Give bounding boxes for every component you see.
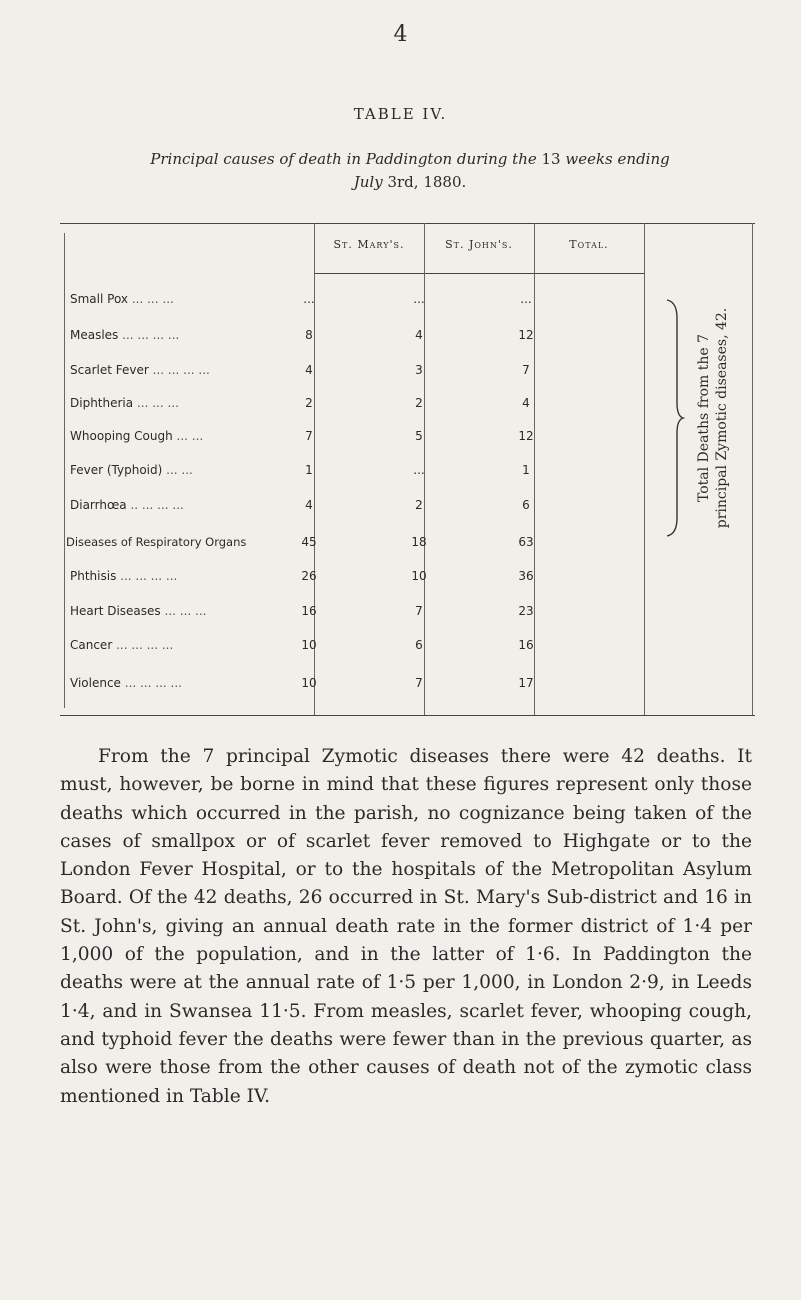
cell-st-johns: 4 (415, 328, 423, 342)
caption-text-2: weeks ending (560, 150, 670, 168)
cell-total: 23 (518, 604, 534, 618)
cell-st-johns: 5 (415, 429, 423, 443)
row-label: Heart Diseases ... ... ... (70, 604, 207, 618)
col-header-st-marys: St. Mary's. (333, 238, 405, 251)
row-label: Violence ... ... ... ... (70, 676, 182, 690)
cell-st-marys: 10 (301, 638, 317, 652)
cell-st-johns: 10 (411, 569, 427, 583)
table-row (60, 498, 660, 518)
table-title: TABLE IV. (353, 105, 448, 123)
zymotic-total-note (680, 283, 746, 553)
cell-st-marys: 8 (305, 328, 313, 342)
table-top-rule (60, 223, 755, 224)
row-label: Diarrhœa .. ... ... ... (70, 498, 184, 512)
caption-month: July (353, 173, 388, 191)
row-label: Diphtheria ... ... ... (70, 396, 179, 410)
row-label: Cancer ... ... ... ... (70, 638, 174, 652)
table-row (60, 429, 660, 449)
row-label: Fever (Typhoid) ... ... (70, 463, 193, 477)
table-row (60, 569, 660, 589)
cell-total: 1 (522, 463, 530, 477)
cell-st-johns: ... (413, 463, 425, 477)
mortality-table (60, 223, 755, 715)
cell-st-marys: 2 (305, 396, 313, 410)
cell-total: 4 (522, 396, 530, 410)
cell-st-johns: 2 (415, 498, 423, 512)
cell-st-johns: 18 (411, 535, 427, 549)
cell-st-johns: 2 (415, 396, 423, 410)
caption-weeks: 13 (541, 150, 561, 168)
table-row (60, 463, 660, 483)
table-row (60, 292, 660, 312)
row-label: Phthisis ... ... ... ... (70, 569, 178, 583)
cell-st-marys: 16 (301, 604, 317, 618)
note-line-2: principal Zymotic diseases, 42. (714, 307, 730, 529)
row-label: Whooping Cough ... ... (70, 429, 204, 443)
caption-day: 3rd (387, 173, 414, 191)
cell-total: ... (520, 292, 532, 306)
cell-total: 6 (522, 498, 530, 512)
row-label: Diseases of Respiratory Organs (66, 535, 247, 549)
page-number: 4 (393, 22, 408, 47)
cell-st-marys: 10 (301, 676, 317, 690)
caption-line-2 (110, 171, 710, 194)
row-label: Scarlet Fever ... ... ... ... (70, 363, 210, 377)
cell-total: 36 (518, 569, 534, 583)
note-line-1: Total Deaths from the 7 (696, 333, 712, 503)
cell-st-marys: 4 (305, 498, 313, 512)
table-row (60, 363, 660, 383)
cell-st-marys: 45 (301, 535, 317, 549)
cell-total: 7 (522, 363, 530, 377)
table-row (60, 396, 660, 416)
cell-st-johns: 7 (415, 676, 423, 690)
table-row (60, 604, 660, 624)
caption-line-1 (110, 148, 710, 171)
table-row (60, 676, 660, 696)
row-label: Measles ... ... ... ... (70, 328, 180, 342)
cell-total: 12 (518, 328, 534, 342)
cell-st-marys: 1 (305, 463, 313, 477)
col-header-total: Total. (569, 238, 609, 251)
table-row (60, 328, 660, 348)
cell-st-marys: 4 (305, 363, 313, 377)
cell-st-johns: 6 (415, 638, 423, 652)
table-bottom-rule (60, 715, 755, 716)
row-label: Small Pox ... ... ... (70, 292, 174, 306)
cell-st-johns: 3 (415, 363, 423, 377)
col-header-st-johns: St. John's. (445, 238, 513, 251)
cell-st-marys: ... (303, 292, 315, 306)
table-header-rule (314, 273, 644, 274)
cell-st-marys: 7 (305, 429, 313, 443)
cell-total: 63 (518, 535, 534, 549)
caption-year: , 1880. (413, 173, 467, 191)
table-right-rule (752, 223, 753, 715)
cell-total: 16 (518, 638, 534, 652)
table-row (60, 638, 660, 658)
table-row (60, 535, 660, 555)
cell-total: 17 (518, 676, 534, 690)
table-caption (110, 148, 710, 194)
body-paragraph: From the 7 principal Zymotic diseases there were 42 deaths. It must, however, be borne in mind that these figures represent only those deaths which occurred in the parish, no cognizance being taken of the cases of smallpox or of scarlet fever removed to Highgate or to the London Fever Hospital, or to the hospitals of the Metropolitan Asylum Board. Of the 42 deaths, 26 occurred in St. Mary's Sub-district and 16 in St. John's, giving an annual death rate in the former district of 1·4 per 1,000 of the population, and in the latter of 1·6. In Paddington the deaths were at the annual rate of 1·5 per 1,000, in London 2·9, in Leeds 1·4, and in Swansea 11·5. From measles, scarlet fever, whooping cough, and typhoid fever the deaths were fewer than in the previous quarter, as also were those from the other causes of death not of the zymotic class mentioned in Table IV. (60, 746, 752, 1107)
cell-st-johns: ... (413, 292, 425, 306)
cell-st-johns: 7 (415, 604, 423, 618)
cell-st-marys: 26 (301, 569, 317, 583)
caption-text: Principal causes of death in Paddington during the (150, 150, 542, 168)
cell-total: 12 (518, 429, 534, 443)
